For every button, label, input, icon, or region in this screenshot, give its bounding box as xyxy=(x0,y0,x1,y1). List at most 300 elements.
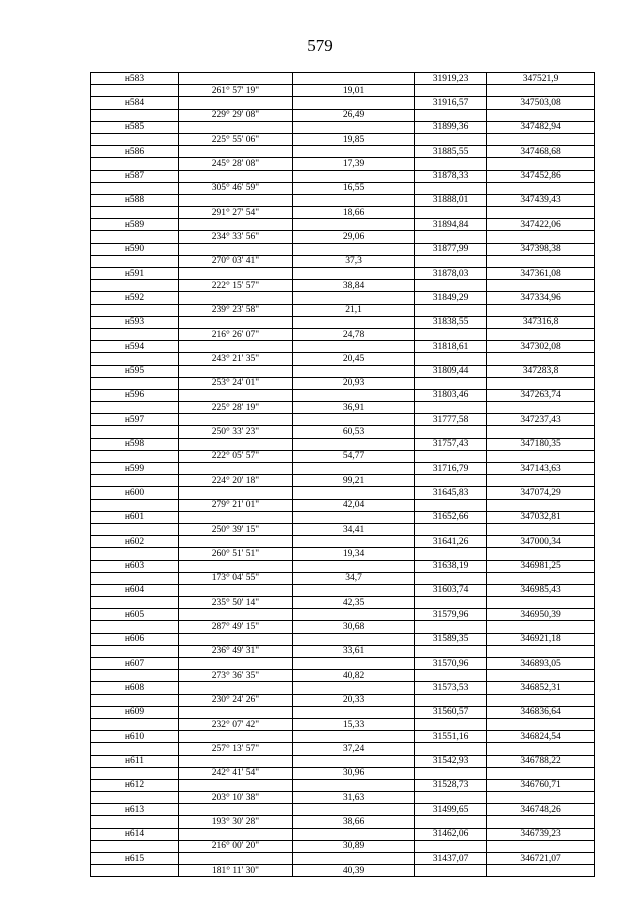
distance-cell xyxy=(293,97,415,109)
point-cell: н589 xyxy=(91,219,179,231)
angle-cell: 270° 03' 41" xyxy=(179,255,293,267)
point-cell xyxy=(91,450,179,462)
x-coordinate-cell: 31894,84 xyxy=(415,219,487,231)
distance-cell xyxy=(293,73,415,85)
segment-row xyxy=(91,499,595,511)
segment-row xyxy=(91,572,595,584)
y-coordinate-cell: 347180,35 xyxy=(487,438,595,450)
point-row xyxy=(91,194,595,206)
distance-cell xyxy=(293,463,415,475)
angle-cell: 229° 29' 08" xyxy=(179,109,293,121)
segment-row xyxy=(91,280,595,292)
angle-cell xyxy=(179,97,293,109)
angle-cell xyxy=(179,463,293,475)
y-coordinate-cell: 347263,74 xyxy=(487,389,595,401)
point-cell xyxy=(91,865,179,877)
point-cell: н594 xyxy=(91,341,179,353)
point-row xyxy=(91,560,595,572)
y-coordinate-cell xyxy=(487,743,595,755)
distance-cell xyxy=(293,584,415,596)
angle-cell: 232° 07' 42" xyxy=(179,718,293,730)
angle-cell: 260° 51' 51" xyxy=(179,548,293,560)
segment-row xyxy=(91,670,595,682)
point-cell: н604 xyxy=(91,584,179,596)
y-coordinate-cell: 347000,34 xyxy=(487,536,595,548)
x-coordinate-cell: 31757,43 xyxy=(415,438,487,450)
point-cell xyxy=(91,523,179,535)
point-row xyxy=(91,121,595,133)
angle-cell xyxy=(179,731,293,743)
y-coordinate-cell: 347398,38 xyxy=(487,243,595,255)
y-coordinate-cell xyxy=(487,109,595,121)
segment-row xyxy=(91,426,595,438)
segment-row xyxy=(91,718,595,730)
distance-cell xyxy=(293,755,415,767)
point-row xyxy=(91,609,595,621)
angle-cell: 305° 46' 59" xyxy=(179,182,293,194)
y-coordinate-cell xyxy=(487,280,595,292)
y-coordinate-cell xyxy=(487,353,595,365)
x-coordinate-cell: 31818,61 xyxy=(415,341,487,353)
point-cell xyxy=(91,280,179,292)
y-coordinate-cell xyxy=(487,718,595,730)
angle-cell: 235° 50' 14" xyxy=(179,597,293,609)
segment-row xyxy=(91,304,595,316)
point-cell: н606 xyxy=(91,633,179,645)
angle-cell: 216° 26' 07" xyxy=(179,328,293,340)
distance-cell: 30,96 xyxy=(293,767,415,779)
y-coordinate-cell xyxy=(487,133,595,145)
angle-cell: 181° 11' 30" xyxy=(179,865,293,877)
segment-row xyxy=(91,523,595,535)
point-cell xyxy=(91,377,179,389)
table-body xyxy=(91,73,595,877)
x-coordinate-cell: 31645,83 xyxy=(415,487,487,499)
point-cell xyxy=(91,304,179,316)
point-row xyxy=(91,170,595,182)
point-cell xyxy=(91,792,179,804)
point-cell xyxy=(91,475,179,487)
point-cell: н611 xyxy=(91,755,179,767)
x-coordinate-cell: 31916,57 xyxy=(415,97,487,109)
point-cell: н591 xyxy=(91,268,179,280)
x-coordinate-cell xyxy=(415,865,487,877)
y-coordinate-cell: 346950,39 xyxy=(487,609,595,621)
x-coordinate-cell: 31803,46 xyxy=(415,389,487,401)
x-coordinate-cell xyxy=(415,816,487,828)
x-coordinate-cell xyxy=(415,475,487,487)
x-coordinate-cell: 31603,74 xyxy=(415,584,487,596)
y-coordinate-cell: 347283,8 xyxy=(487,365,595,377)
coordinates-table xyxy=(90,72,595,877)
angle-cell xyxy=(179,633,293,645)
segment-row xyxy=(91,450,595,462)
point-cell xyxy=(91,182,179,194)
angle-cell xyxy=(179,584,293,596)
angle-cell xyxy=(179,755,293,767)
segment-row xyxy=(91,158,595,170)
point-cell xyxy=(91,328,179,340)
angle-cell xyxy=(179,682,293,694)
angle-cell xyxy=(179,194,293,206)
y-coordinate-cell xyxy=(487,548,595,560)
x-coordinate-cell xyxy=(415,694,487,706)
y-coordinate-cell xyxy=(487,231,595,243)
segment-row xyxy=(91,377,595,389)
distance-cell xyxy=(293,560,415,572)
y-coordinate-cell xyxy=(487,182,595,194)
angle-cell: 203° 10' 38" xyxy=(179,792,293,804)
angle-cell: 216° 00' 20" xyxy=(179,840,293,852)
y-coordinate-cell: 347143,63 xyxy=(487,463,595,475)
point-cell: н610 xyxy=(91,731,179,743)
y-coordinate-cell: 346836,64 xyxy=(487,706,595,718)
segment-row xyxy=(91,621,595,633)
point-row xyxy=(91,438,595,450)
distance-cell: 99,21 xyxy=(293,475,415,487)
distance-cell: 33,61 xyxy=(293,645,415,657)
y-coordinate-cell xyxy=(487,328,595,340)
angle-cell: 224° 20' 18" xyxy=(179,475,293,487)
angle-cell xyxy=(179,414,293,426)
y-coordinate-cell: 347334,96 xyxy=(487,292,595,304)
point-cell: н585 xyxy=(91,121,179,133)
x-coordinate-cell xyxy=(415,548,487,560)
distance-cell: 21,1 xyxy=(293,304,415,316)
x-coordinate-cell: 31716,79 xyxy=(415,463,487,475)
point-cell: н614 xyxy=(91,828,179,840)
y-coordinate-cell: 347439,43 xyxy=(487,194,595,206)
segment-row xyxy=(91,207,595,219)
segment-row xyxy=(91,548,595,560)
distance-cell xyxy=(293,536,415,548)
distance-cell xyxy=(293,609,415,621)
angle-cell xyxy=(179,389,293,401)
point-cell: н602 xyxy=(91,536,179,548)
x-coordinate-cell: 31570,96 xyxy=(415,658,487,670)
x-coordinate-cell xyxy=(415,231,487,243)
y-coordinate-cell: 347503,08 xyxy=(487,97,595,109)
x-coordinate-cell xyxy=(415,597,487,609)
y-coordinate-cell xyxy=(487,840,595,852)
y-coordinate-cell xyxy=(487,645,595,657)
point-cell xyxy=(91,816,179,828)
distance-cell: 42,35 xyxy=(293,597,415,609)
point-cell: н600 xyxy=(91,487,179,499)
angle-cell xyxy=(179,438,293,450)
angle-cell xyxy=(179,779,293,791)
x-coordinate-cell: 31641,26 xyxy=(415,536,487,548)
angle-cell: 261° 57' 19" xyxy=(179,85,293,97)
distance-cell: 42,04 xyxy=(293,499,415,511)
segment-row xyxy=(91,816,595,828)
x-coordinate-cell xyxy=(415,158,487,170)
y-coordinate-cell xyxy=(487,499,595,511)
angle-cell xyxy=(179,341,293,353)
point-cell xyxy=(91,548,179,560)
distance-cell xyxy=(293,121,415,133)
x-coordinate-cell xyxy=(415,304,487,316)
angle-cell: 222° 15' 57" xyxy=(179,280,293,292)
angle-cell: 287° 49' 15" xyxy=(179,621,293,633)
angle-cell: 257° 13' 57" xyxy=(179,743,293,755)
distance-cell xyxy=(293,292,415,304)
distance-cell xyxy=(293,438,415,450)
segment-row xyxy=(91,743,595,755)
distance-cell: 34,7 xyxy=(293,572,415,584)
x-coordinate-cell xyxy=(415,670,487,682)
point-row xyxy=(91,365,595,377)
distance-cell: 26,49 xyxy=(293,109,415,121)
distance-cell xyxy=(293,365,415,377)
x-coordinate-cell xyxy=(415,353,487,365)
x-coordinate-cell xyxy=(415,792,487,804)
x-coordinate-cell: 31499,65 xyxy=(415,804,487,816)
y-coordinate-cell xyxy=(487,426,595,438)
distance-cell xyxy=(293,170,415,182)
angle-cell: 239° 23' 58" xyxy=(179,304,293,316)
y-coordinate-cell: 347237,43 xyxy=(487,414,595,426)
distance-cell: 37,3 xyxy=(293,255,415,267)
angle-cell: 243° 21' 35" xyxy=(179,353,293,365)
point-row xyxy=(91,292,595,304)
x-coordinate-cell: 31777,58 xyxy=(415,414,487,426)
distance-cell xyxy=(293,243,415,255)
point-cell: н609 xyxy=(91,706,179,718)
point-cell xyxy=(91,499,179,511)
distance-cell xyxy=(293,341,415,353)
distance-cell xyxy=(293,389,415,401)
segment-row xyxy=(91,255,595,267)
point-row xyxy=(91,633,595,645)
distance-cell: 29,06 xyxy=(293,231,415,243)
x-coordinate-cell: 31528,73 xyxy=(415,779,487,791)
x-coordinate-cell: 31638,19 xyxy=(415,560,487,572)
distance-cell xyxy=(293,219,415,231)
segment-row xyxy=(91,133,595,145)
angle-cell: 225° 28' 19" xyxy=(179,402,293,414)
y-coordinate-cell xyxy=(487,767,595,779)
y-coordinate-cell: 347452,86 xyxy=(487,170,595,182)
angle-cell: 291° 27' 54" xyxy=(179,207,293,219)
distance-cell: 31,63 xyxy=(293,792,415,804)
distance-cell xyxy=(293,316,415,328)
segment-row xyxy=(91,792,595,804)
distance-cell: 20,93 xyxy=(293,377,415,389)
y-coordinate-cell: 347032,81 xyxy=(487,511,595,523)
y-coordinate-cell xyxy=(487,377,595,389)
angle-cell: 173° 04' 55" xyxy=(179,572,293,584)
segment-row xyxy=(91,645,595,657)
x-coordinate-cell: 31838,55 xyxy=(415,316,487,328)
angle-cell xyxy=(179,706,293,718)
distance-cell xyxy=(293,658,415,670)
distance-cell: 18,66 xyxy=(293,207,415,219)
segment-row xyxy=(91,865,595,877)
distance-cell: 34,41 xyxy=(293,523,415,535)
x-coordinate-cell: 31885,55 xyxy=(415,146,487,158)
point-cell: н593 xyxy=(91,316,179,328)
segment-row xyxy=(91,475,595,487)
y-coordinate-cell: 347482,94 xyxy=(487,121,595,133)
distance-cell: 19,85 xyxy=(293,133,415,145)
distance-cell xyxy=(293,706,415,718)
point-row xyxy=(91,146,595,158)
angle-cell: 222° 05' 57" xyxy=(179,450,293,462)
point-cell xyxy=(91,207,179,219)
point-row xyxy=(91,316,595,328)
distance-cell xyxy=(293,682,415,694)
angle-cell: 236° 49' 31" xyxy=(179,645,293,657)
point-cell xyxy=(91,133,179,145)
y-coordinate-cell: 347468,68 xyxy=(487,146,595,158)
distance-cell: 30,68 xyxy=(293,621,415,633)
x-coordinate-cell xyxy=(415,743,487,755)
angle-cell: 242° 41' 54" xyxy=(179,767,293,779)
distance-cell xyxy=(293,414,415,426)
y-coordinate-cell: 346760,71 xyxy=(487,779,595,791)
x-coordinate-cell xyxy=(415,328,487,340)
point-row xyxy=(91,511,595,523)
angle-cell: 234° 33' 56" xyxy=(179,231,293,243)
angle-cell: 225° 55' 06" xyxy=(179,133,293,145)
point-row xyxy=(91,414,595,426)
point-cell: н615 xyxy=(91,853,179,865)
segment-row xyxy=(91,182,595,194)
point-cell: н603 xyxy=(91,560,179,572)
point-cell xyxy=(91,85,179,97)
distance-cell: 16,55 xyxy=(293,182,415,194)
y-coordinate-cell xyxy=(487,85,595,97)
angle-cell xyxy=(179,658,293,670)
angle-cell xyxy=(179,73,293,85)
point-cell xyxy=(91,426,179,438)
x-coordinate-cell: 31589,35 xyxy=(415,633,487,645)
distance-cell: 15,33 xyxy=(293,718,415,730)
x-coordinate-cell: 31542,93 xyxy=(415,755,487,767)
y-coordinate-cell xyxy=(487,475,595,487)
point-cell: н592 xyxy=(91,292,179,304)
angle-cell xyxy=(179,243,293,255)
point-cell: н597 xyxy=(91,414,179,426)
point-cell xyxy=(91,694,179,706)
point-cell xyxy=(91,743,179,755)
point-cell xyxy=(91,109,179,121)
point-cell xyxy=(91,231,179,243)
distance-cell xyxy=(293,853,415,865)
angle-cell xyxy=(179,316,293,328)
distance-cell: 54,77 xyxy=(293,450,415,462)
point-cell: н607 xyxy=(91,658,179,670)
angle-cell xyxy=(179,121,293,133)
x-coordinate-cell: 31849,29 xyxy=(415,292,487,304)
y-coordinate-cell: 346921,18 xyxy=(487,633,595,645)
point-cell xyxy=(91,158,179,170)
angle-cell xyxy=(179,292,293,304)
angle-cell xyxy=(179,609,293,621)
x-coordinate-cell: 31560,57 xyxy=(415,706,487,718)
point-cell xyxy=(91,718,179,730)
point-row xyxy=(91,853,595,865)
angle-cell xyxy=(179,170,293,182)
point-row xyxy=(91,389,595,401)
point-row xyxy=(91,487,595,499)
point-row xyxy=(91,243,595,255)
point-cell: н586 xyxy=(91,146,179,158)
x-coordinate-cell xyxy=(415,85,487,97)
y-coordinate-cell: 347316,8 xyxy=(487,316,595,328)
point-cell: н612 xyxy=(91,779,179,791)
distance-cell: 30,89 xyxy=(293,840,415,852)
x-coordinate-cell: 31878,33 xyxy=(415,170,487,182)
y-coordinate-cell xyxy=(487,792,595,804)
y-coordinate-cell: 346852,31 xyxy=(487,682,595,694)
point-cell xyxy=(91,572,179,584)
distance-cell xyxy=(293,511,415,523)
angle-cell xyxy=(179,487,293,499)
distance-cell: 17,39 xyxy=(293,158,415,170)
point-row xyxy=(91,536,595,548)
y-coordinate-cell: 347074,29 xyxy=(487,487,595,499)
segment-row xyxy=(91,767,595,779)
point-cell xyxy=(91,767,179,779)
x-coordinate-cell: 31877,99 xyxy=(415,243,487,255)
angle-cell xyxy=(179,268,293,280)
distance-cell: 40,39 xyxy=(293,865,415,877)
x-coordinate-cell: 31579,96 xyxy=(415,609,487,621)
angle-cell xyxy=(179,828,293,840)
distance-cell xyxy=(293,146,415,158)
y-coordinate-cell xyxy=(487,597,595,609)
segment-row xyxy=(91,597,595,609)
point-cell: н605 xyxy=(91,609,179,621)
x-coordinate-cell xyxy=(415,645,487,657)
y-coordinate-cell xyxy=(487,450,595,462)
x-coordinate-cell: 31652,66 xyxy=(415,511,487,523)
distance-cell xyxy=(293,633,415,645)
y-coordinate-cell: 346721,07 xyxy=(487,853,595,865)
distance-cell xyxy=(293,731,415,743)
x-coordinate-cell xyxy=(415,767,487,779)
distance-cell: 60,53 xyxy=(293,426,415,438)
y-coordinate-cell xyxy=(487,572,595,584)
point-row xyxy=(91,219,595,231)
distance-cell: 36,91 xyxy=(293,402,415,414)
x-coordinate-cell xyxy=(415,402,487,414)
y-coordinate-cell: 346985,43 xyxy=(487,584,595,596)
point-row xyxy=(91,658,595,670)
segment-row xyxy=(91,353,595,365)
page-number: 579 xyxy=(307,36,333,55)
segment-row xyxy=(91,231,595,243)
point-row xyxy=(91,828,595,840)
x-coordinate-cell xyxy=(415,499,487,511)
y-coordinate-cell: 346824,54 xyxy=(487,731,595,743)
distance-cell: 38,84 xyxy=(293,280,415,292)
angle-cell xyxy=(179,511,293,523)
y-coordinate-cell xyxy=(487,865,595,877)
y-coordinate-cell xyxy=(487,694,595,706)
point-cell: н608 xyxy=(91,682,179,694)
point-row xyxy=(91,731,595,743)
angle-cell xyxy=(179,536,293,548)
distance-cell: 20,45 xyxy=(293,353,415,365)
y-coordinate-cell xyxy=(487,670,595,682)
x-coordinate-cell: 31899,36 xyxy=(415,121,487,133)
segment-row xyxy=(91,328,595,340)
angle-cell xyxy=(179,804,293,816)
x-coordinate-cell: 31437,07 xyxy=(415,853,487,865)
